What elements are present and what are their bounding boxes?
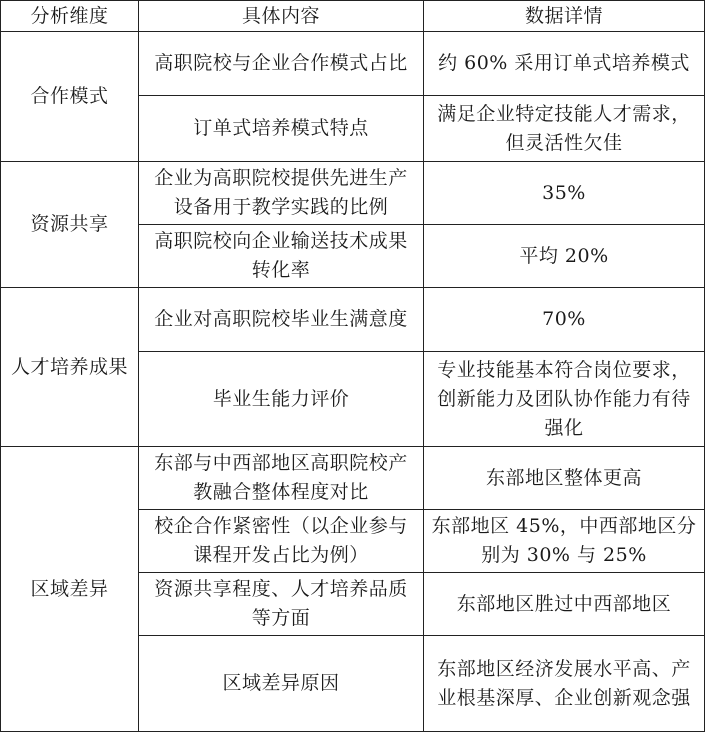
content-cell: 高职院校向企业输送技术成果转化率 <box>139 225 424 288</box>
dimension-cell: 区域差异 <box>1 447 139 732</box>
content-cell: 区域差异原因 <box>139 636 424 732</box>
content-cell: 毕业生能力评价 <box>139 352 424 447</box>
detail-cell: 70% <box>424 288 705 352</box>
content-cell: 企业对高职院校毕业生满意度 <box>139 288 424 352</box>
content-cell: 校企合作紧密性（以企业参与课程开发占比为例） <box>139 510 424 573</box>
header-row <box>1 1 705 32</box>
detail-cell: 东部地区经济发展水平高、产业根基深厚、企业创新观念强 <box>424 636 705 732</box>
dimension-cell: 合作模式 <box>1 32 139 162</box>
detail-cell: 满足企业特定技能人才需求，但灵活性欠佳 <box>424 96 705 162</box>
detail-cell: 约 60% 采用订单式培养模式 <box>424 32 705 96</box>
detail-cell: 专业技能基本符合岗位要求，创新能力及团队协作能力有待强化 <box>424 352 705 447</box>
detail-cell: 东部地区整体更高 <box>424 447 705 510</box>
header-dimension: 分析维度 <box>1 1 139 32</box>
content-cell: 订单式培养模式特点 <box>139 96 424 162</box>
detail-cell: 35% <box>424 162 705 225</box>
detail-cell: 平均 20% <box>424 225 705 288</box>
table-row <box>1 32 705 96</box>
content-cell: 企业为高职院校提供先进生产设备用于教学实践的比例 <box>139 162 424 225</box>
detail-cell: 东部地区 45%，中西部地区分别为 30% 与 25% <box>424 510 705 573</box>
table-row <box>1 288 705 352</box>
content-cell: 高职院校与企业合作模式占比 <box>139 32 424 96</box>
header-content: 具体内容 <box>139 1 424 32</box>
content-cell: 东部与中西部地区高职院校产教融合整体程度对比 <box>139 447 424 510</box>
detail-cell: 东部地区胜过中西部地区 <box>424 573 705 636</box>
dimension-cell: 人才培养成果 <box>1 288 139 447</box>
header-detail: 数据详情 <box>424 1 705 32</box>
table-row <box>1 162 705 225</box>
content-cell: 资源共享程度、人才培养品质等方面 <box>139 573 424 636</box>
dimension-cell: 资源共享 <box>1 162 139 288</box>
table-row <box>1 447 705 510</box>
